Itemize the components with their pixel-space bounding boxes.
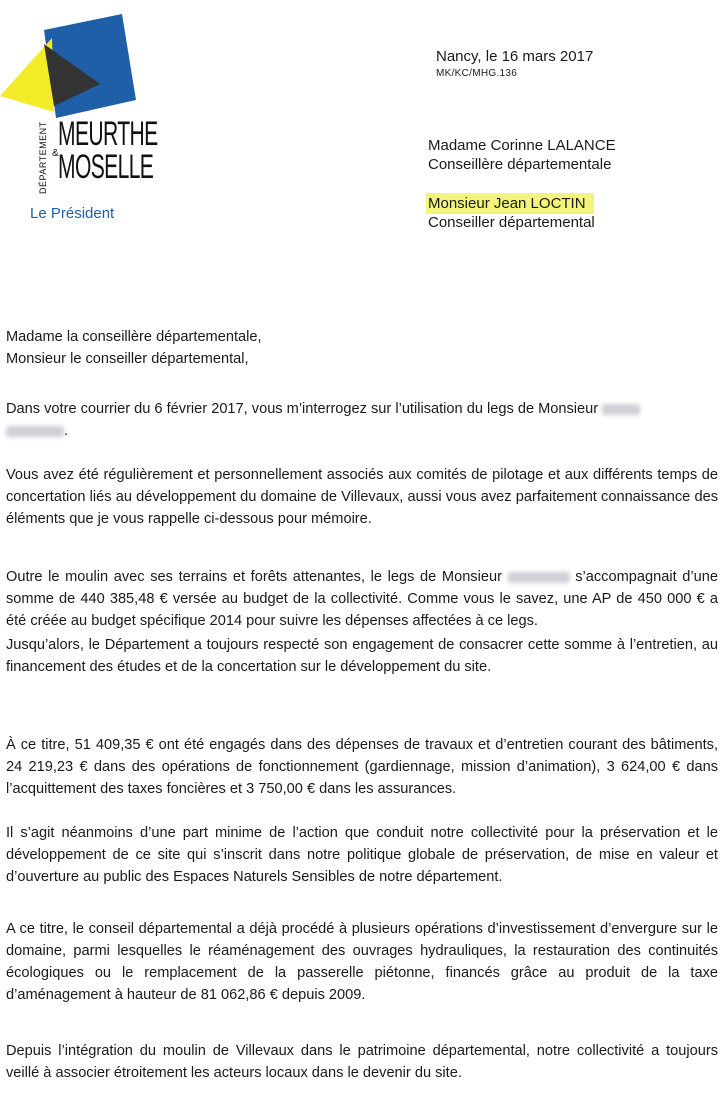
- recipient-title: Conseillère départementale: [428, 156, 612, 173]
- recipient-title: Conseiller départemental: [428, 214, 595, 231]
- paragraph-4: Jusqu’alors, le Département a toujours respecté son engagement de consacrer cette somme à l’entretien, au financement des études et de la concertation sur le développement du site.: [6, 637, 718, 675]
- place-date: Nancy, le 16 mars 2017: [436, 48, 594, 65]
- redacted-name: [6, 426, 64, 437]
- paragraph-6: Il s’agit néanmoins d’une part minime de l’action que conduit notre collectivité pour la préservation et le développement de ce site qui s’inscrit dans notre politique globale de préservation, de mise en valeur et d’ouverture au public des Espaces Naturels Sensibles de notre département.: [6, 825, 718, 885]
- logo-department-label: DÉPARTEMENT: [38, 121, 48, 194]
- salutation: [6, 326, 718, 370]
- logo-meurthe: MEURTHE: [58, 115, 158, 153]
- paragraph-5: À ce titre, 51 409,35 € ont été engagés dans des dépenses de travaux et d’entretien courant des bâtiments, 24 219,23 € dans des opérations de fonctionnement (gardiennage, mission d’animation), 3 624,00 € dans l’acquittement des taxes foncières et 3 750,00 € dans les assurances.: [6, 737, 718, 797]
- recipient-name-highlighted: Monsieur Jean LOCTIN: [426, 193, 594, 214]
- paragraph-2: Vous avez été régulièrement et personnellement associés aux comités de pilotage et aux différents temps de concertation liés au développement du domaine de Villevaux, aussi vous avez parfaitement connaissance des éléments que je vous rappelle ci-dessous pour mémoire.: [6, 467, 718, 527]
- logo-ampersand: &: [52, 148, 59, 159]
- paragraph-8: Depuis l’intégration du moulin de Villevaux dans le patrimoine départemental, notre collectivité a toujours veillé à associer étroitement les acteurs locaux dans le devenir du site.: [6, 1043, 718, 1081]
- salutation-line: Madame la conseillère départementale,: [6, 329, 262, 345]
- paragraph-7: A ce titre, le conseil départemental a déjà procédé à plusieurs opérations d’investissement d’envergure sur le domaine, parmi lesquelles le réaménagement des ouvrages hydrauliques, la restauration des continuités écologiques ou le remplacement de la passerelle piétonne, financés grâce au produit de la taxe d’aménagement à hauteur de 81 062,86 € depuis 2009.: [6, 921, 718, 1003]
- logo-moselle: MOSELLE: [58, 148, 154, 186]
- salutation-line: Monsieur le conseiller départemental,: [6, 351, 249, 367]
- signatory-title: Le Président: [30, 205, 115, 222]
- redacted-name: [508, 572, 570, 583]
- paragraph-3: Outre le moulin avec ses terrains et forêts attenantes, le legs de Monsieur s’accompagnait d’une somme de 440 385,48 € versée au budget de la collectivité. Comme vous le savez, une AP de 450 000 € a été créée au budget spécifique 2014 pour suivre les dépenses affectées à ce legs.: [6, 569, 718, 629]
- recipient-1: [428, 136, 616, 174]
- recipient-name: Madame Corinne LALANCE: [428, 137, 616, 154]
- redacted-name: [602, 404, 640, 415]
- recipient-2: [428, 194, 595, 232]
- reference-code: MK/KC/MHG.136: [436, 68, 518, 79]
- paragraph-1: Dans votre courrier du 6 février 2017, vous m’interrogez sur l’utilisation du legs de Monsieur .: [6, 398, 718, 442]
